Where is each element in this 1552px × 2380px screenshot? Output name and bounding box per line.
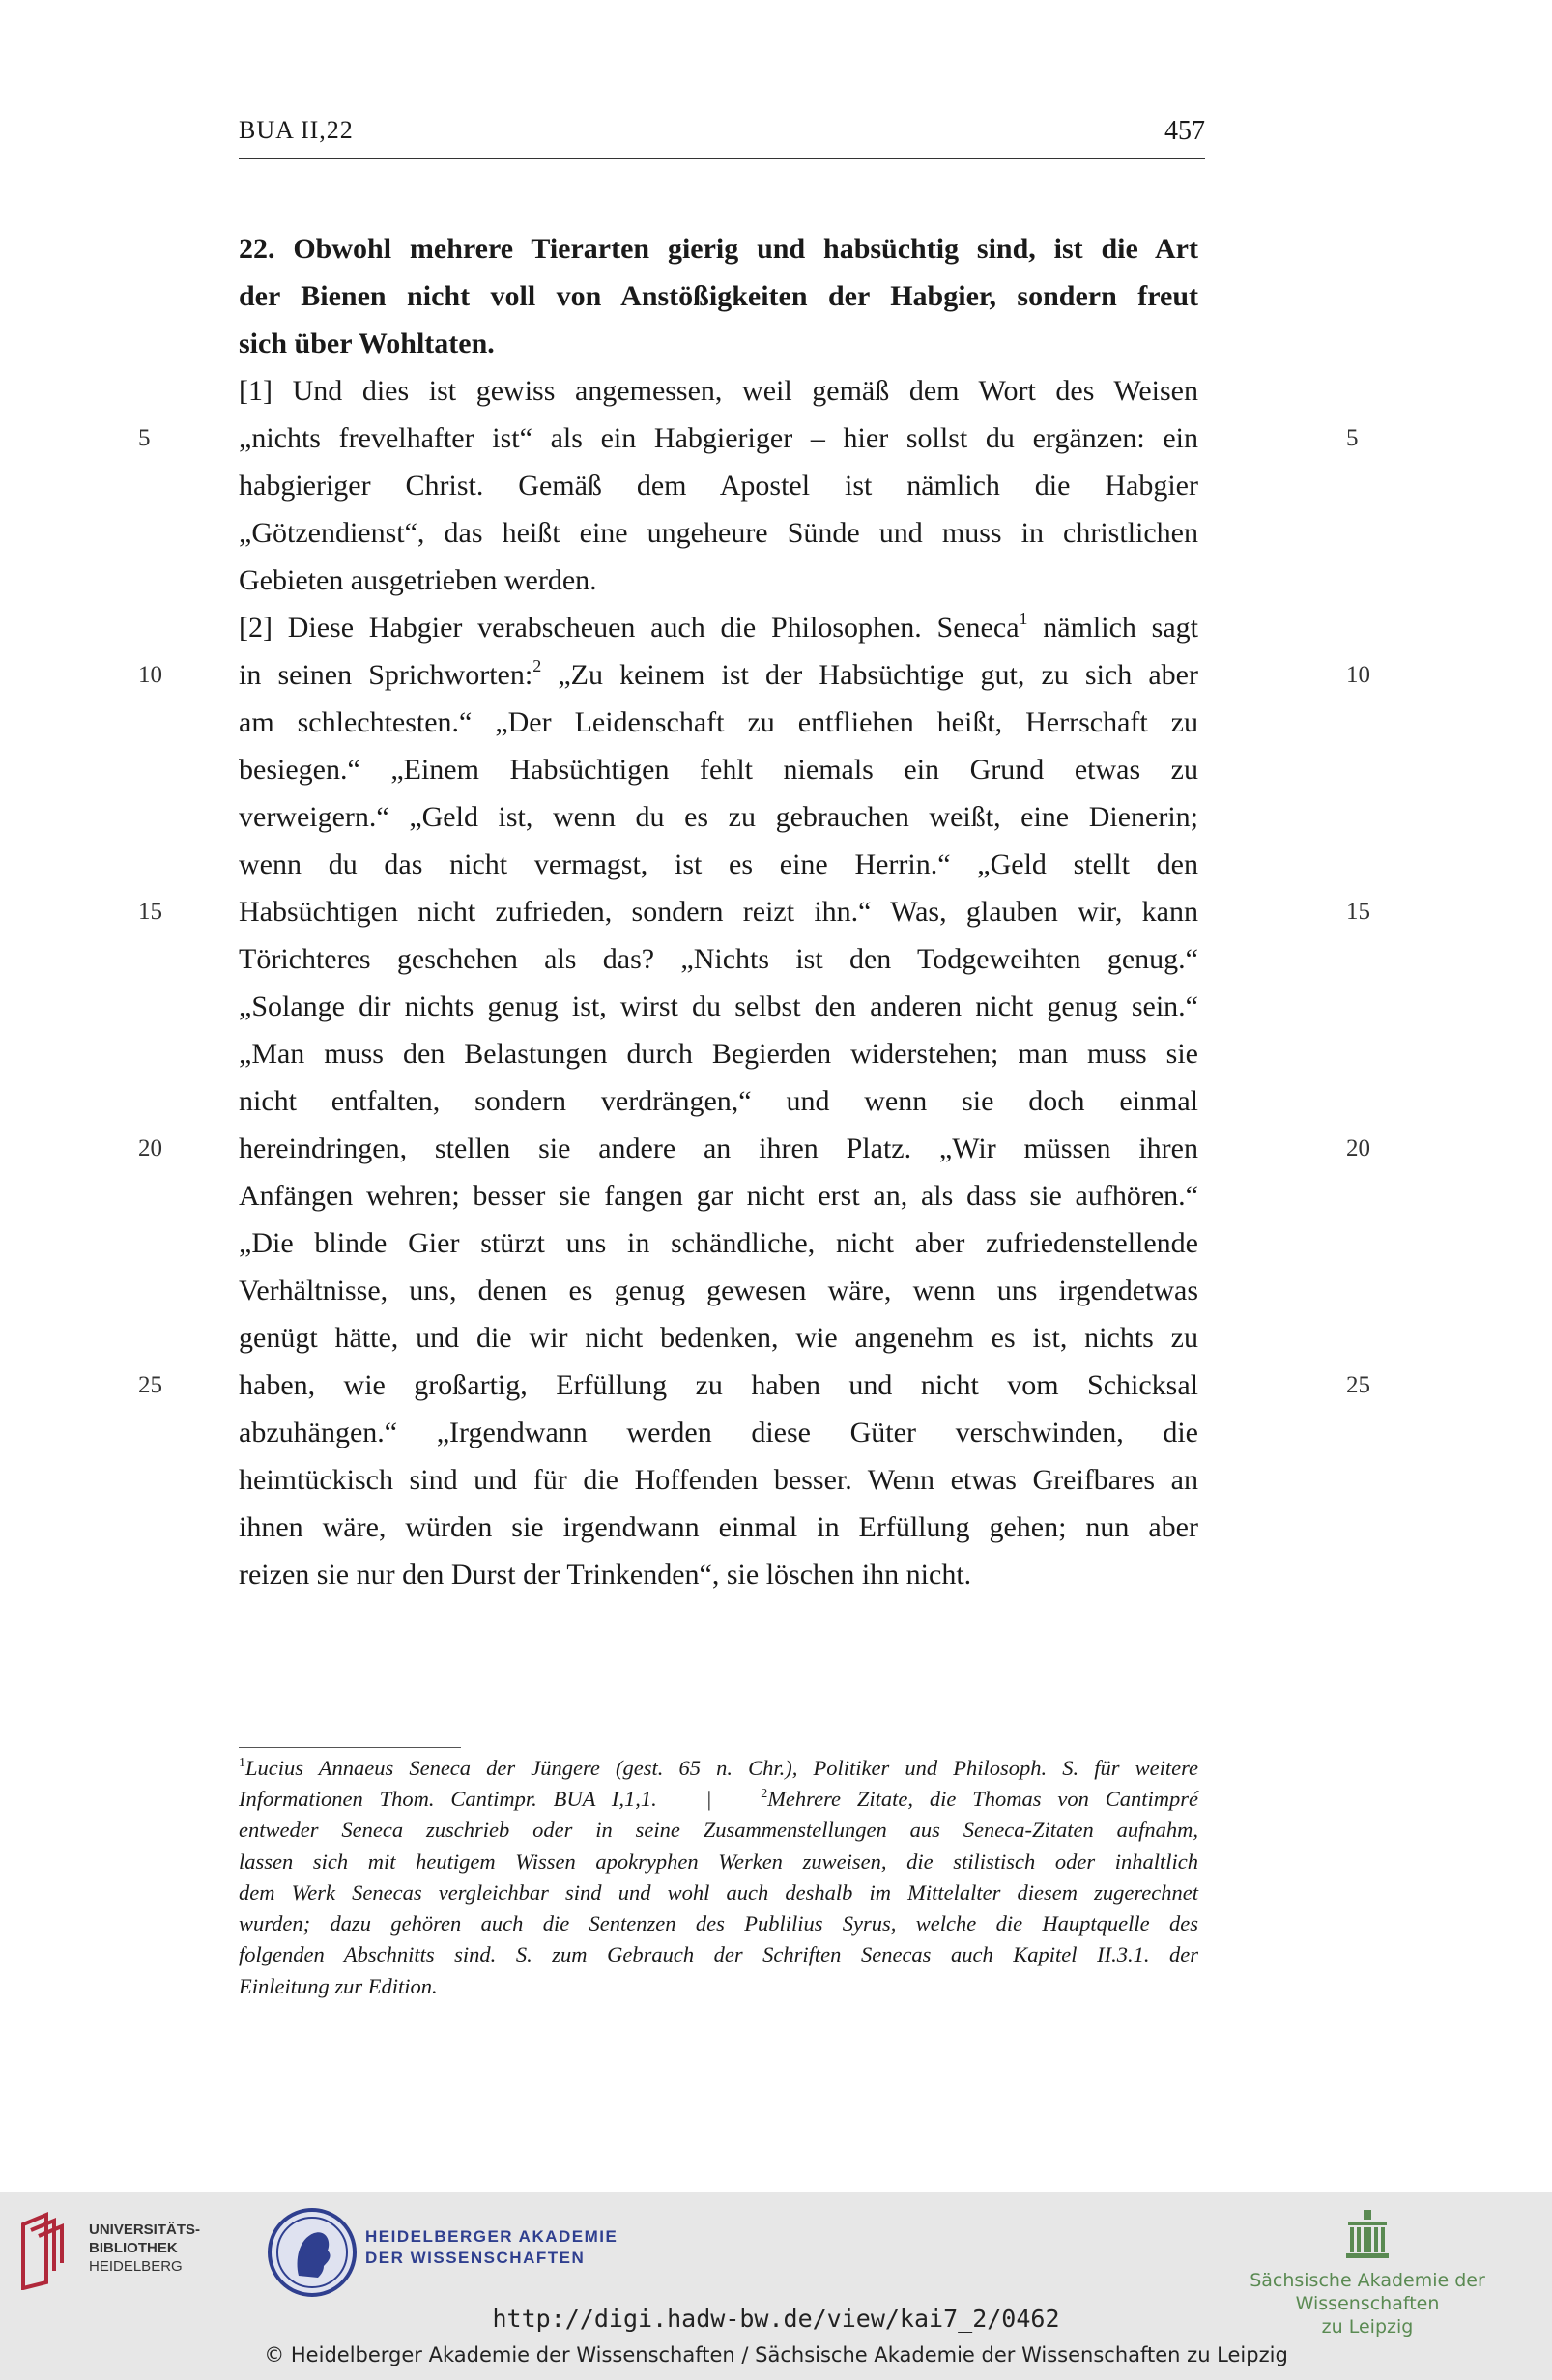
- footnote-rule: [239, 1747, 461, 1748]
- permalink-url[interactable]: http://digi.hadw-bw.de/view/kai7_2/0462: [492, 2305, 1060, 2333]
- page-number: 457: [1164, 116, 1205, 146]
- body-line: habgieriger Christ. Gemäß dem Apostel ist nämlich die Habgier: [239, 470, 1198, 502]
- body-line: besiegen.“ „Einem Habsüchtigen fehlt niemals ein Grund etwas zu: [239, 754, 1198, 786]
- body-line: hereindringen, stellen sie andere an ihren Platz. „Wir müssen ihren: [239, 1133, 1198, 1164]
- header-rule: [239, 158, 1205, 159]
- footnote-line: folgenden Abschnitts sind. S. zum Gebrauch der Schriften Senecas auch Kapitel II.3.1. der: [239, 1942, 1198, 1966]
- line-number: 10: [1346, 662, 1370, 688]
- body-line: in seinen Sprichworten:$^2$ „Zu keinem ist der Habsüchtige gut, zu sich aber: [239, 656, 1198, 691]
- footnote-line: lassen sich mit heutigem Wissen apokryphen Werken zuweisen, die stilistisch oder inhaltlich: [239, 1850, 1198, 1874]
- body-line: verweigern.“ „Geld ist, wenn du es zu gebrauchen weißt, eine Dienerin;: [239, 801, 1198, 833]
- body-line: [1] Und dies ist gewiss angemessen, weil gemäß dem Wort des Weisen: [239, 375, 1198, 407]
- body-line: „Die blinde Gier stürzt uns in schändliche, nicht aber zufriedenstellende: [239, 1227, 1198, 1259]
- hadw-wordmark: HEIDELBERGER AKADEMIE DER WISSENSCHAFTEN: [365, 2227, 618, 2267]
- saw-leipzig-building-icon: [1346, 2210, 1389, 2258]
- footnote-number: 2: [761, 1787, 768, 1801]
- body-line: Anfängen wehren; besser sie fangen gar nicht erst an, als dass sie aufhören.“: [239, 1180, 1198, 1212]
- body-line: ihnen wäre, würden sie irgendwann einmal in Erfüllung gehen; nun aber: [239, 1511, 1198, 1543]
- ub-heidelberg-logo-icon: [17, 2211, 79, 2290]
- section-heading-line: 22. Obwohl mehrere Tierarten gierig und habsüchtig sind, ist die Art: [239, 233, 1198, 265]
- body-line: „nichts frevelhafter ist“ als ein Habgieriger – hier sollst du ergänzen: ein: [239, 422, 1198, 454]
- footnote-marker: 1: [1019, 609, 1028, 628]
- body-line: „Götzendienst“, das heißt eine ungeheure Sünde und muss in christlichen: [239, 517, 1198, 549]
- line-number: 20: [138, 1135, 162, 1161]
- body-line: haben, wie großartig, Erfüllung zu haben und nicht vom Schicksal: [239, 1369, 1198, 1401]
- body-line: Habsüchtigen nicht zufrieden, sondern reizt ihn.“ Was, glauben wir, kann: [239, 896, 1198, 928]
- footnote-line: dem Werk Senecas vergleichbar sind und wohl auch deshalb im Mittelalter diesem zugerechnet: [239, 1880, 1198, 1905]
- section-heading-line: der Bienen nicht voll von Anstößigkeiten der Habgier, sondern freut: [239, 280, 1198, 312]
- line-number: 10: [138, 662, 162, 688]
- copyright-notice: © Heidelberger Akademie der Wissenschaften / Sächsische Akademie der Wissenschaften zu Leipzig: [264, 2343, 1288, 2366]
- body-line: Törichteres geschehen als das? „Nichts ist den Todgeweihten genug.“: [239, 943, 1198, 975]
- line-number: 5: [1346, 425, 1359, 451]
- body-line: [2] Diese Habgier verabscheuen auch die Philosophen. Seneca$^1$ nämlich sagt: [239, 609, 1198, 644]
- line-number: 20: [1346, 1135, 1370, 1161]
- ub-heidelberg-wordmark: UNIVERSITÄTS- BIBLIOTHEK HEIDELBERG: [89, 2222, 201, 2275]
- body-line: „Solange dir nichts genug ist, wirst du selbst den anderen nicht genug sein.“: [239, 990, 1198, 1022]
- body-line: reizen sie nur den Durst der Trinkenden“, sie löschen ihn nicht.: [239, 1559, 972, 1591]
- body-line: abzuhängen.“ „Irgendwann werden diese Güter verschwinden, die: [239, 1417, 1198, 1448]
- body-line: heimtückisch sind und für die Hoffenden besser. Wenn etwas Greifbares an: [239, 1464, 1198, 1496]
- line-number: 5: [138, 425, 151, 451]
- line-number: 25: [1346, 1372, 1370, 1398]
- footnote-line: $^1$Lucius Annaeus Seneca der Jüngere (gest. 65 n. Chr.), Politiker und Philosoph. S. für weitere: [239, 1756, 1198, 1780]
- body-line: am schlechtesten.“ „Der Leidenschaft zu entfliehen heißt, Herrschaft zu: [239, 706, 1198, 738]
- line-number: 25: [138, 1372, 162, 1398]
- footnote-number: 1: [239, 1756, 245, 1770]
- body-line: Gebieten ausgetrieben werden.: [239, 564, 597, 596]
- body-line: Verhältnisse, uns, denen es genug gewesen wäre, wenn uns irgendetwas: [239, 1275, 1198, 1306]
- body-line: wenn du das nicht vermagst, ist es eine Herrin.“ „Geld stellt den: [239, 848, 1198, 880]
- hadw-seal-icon: [266, 2206, 359, 2299]
- footnote-line: entweder Seneca zuschrieb oder in seine Zusammenstellungen aus Seneca-Zitaten aufnahm,: [239, 1818, 1198, 1842]
- running-title: BUA II,22: [239, 116, 354, 144]
- body-line: „Man muss den Belastungen durch Begierden widerstehen; man muss sie: [239, 1038, 1198, 1070]
- line-number: 15: [138, 899, 162, 925]
- footnote-line: Einleitung zur Edition.: [239, 1974, 438, 1998]
- saw-leipzig-wordmark: Sächsische Akademie der Wissenschaften zu Leipzig: [1250, 2270, 1485, 2337]
- line-number: 15: [1346, 899, 1370, 925]
- footnote-line: wurden; dazu gehören auch die Sentenzen des Publilius Syrus, welche die Hauptquelle des: [239, 1911, 1198, 1936]
- footnote-line: Informationen Thom. Cantimpr. BUA I,1,1. | $^2$Mehrere Zitate, die Thomas von Cantimpré: [239, 1787, 1198, 1811]
- footnote-marker: 2: [532, 656, 542, 675]
- body-line: nicht entfalten, sondern verdrängen,“ und wenn sie doch einmal: [239, 1085, 1198, 1117]
- body-line: genügt hätte, und die wir nicht bedenken, wie angenehm es ist, nichts zu: [239, 1322, 1198, 1354]
- section-heading-line: sich über Wohltaten.: [239, 328, 495, 359]
